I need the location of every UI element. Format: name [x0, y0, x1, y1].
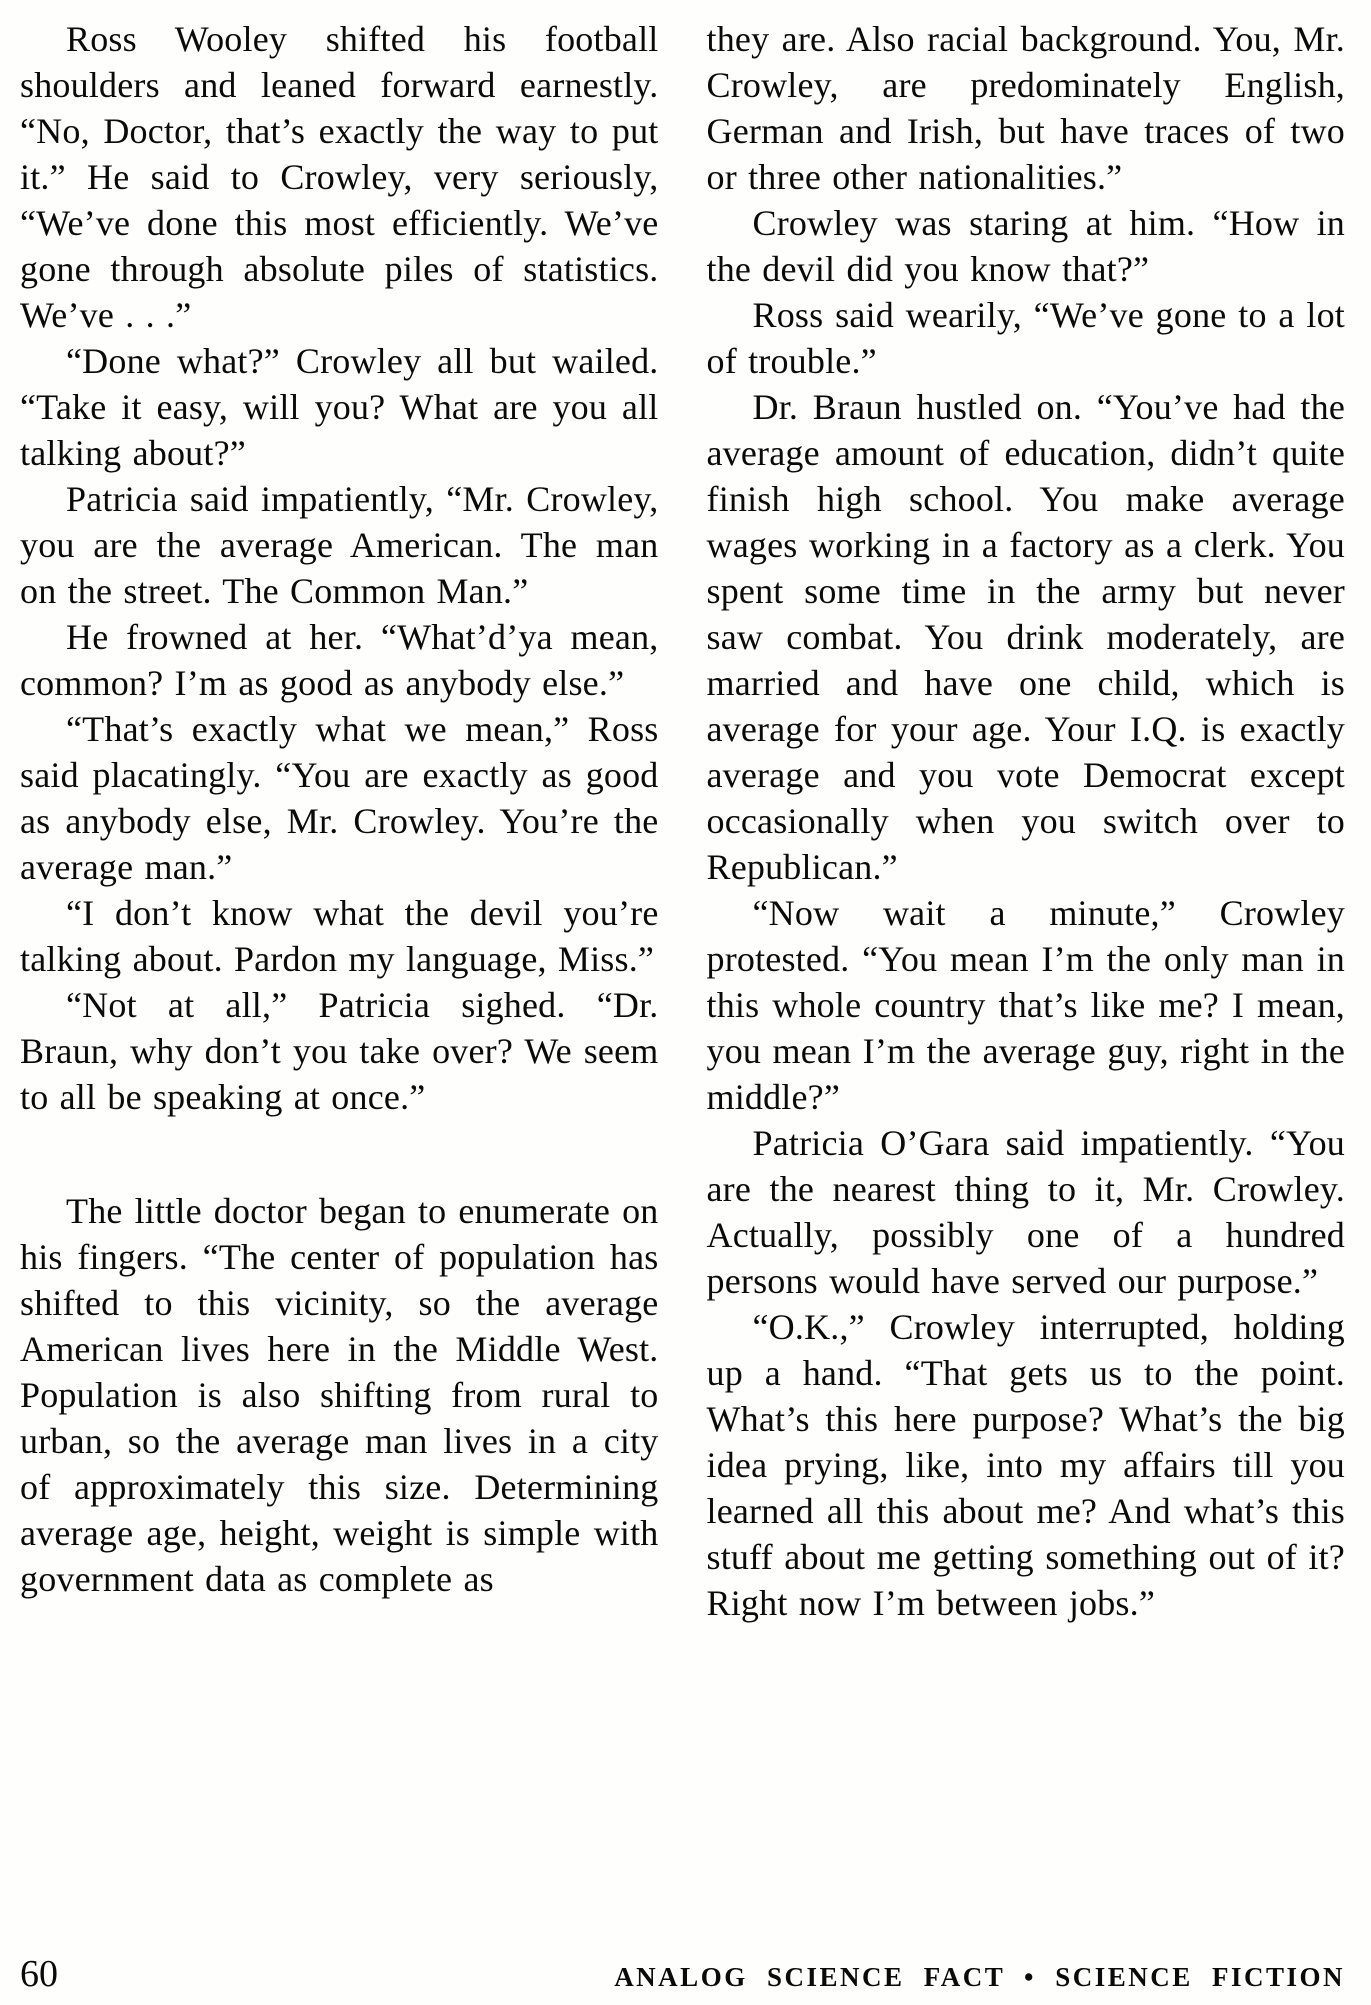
- paragraph: Dr. Braun hustled on. “You’ve had the average amount of education, didn’t quite finish high school. You make average wages working in a factory as a clerk. You spent some time in the army but never saw combat. You drink moderately, are married and have one child, which is average for your age. Your I.Q. is exactly average and you vote Democrat except occasionally when you switch over to Republican.”: [706, 387, 1345, 887]
- page-footer: [20, 1955, 1345, 1993]
- paragraph: Ross said wearily, “We’ve gone to a lot of trouble.”: [706, 295, 1345, 381]
- paragraph: Ross Wooley shifted his football shoulders and leaned forward earnestly. “No, Doctor, that’s exactly the way to put it.” He said to Crowley, very seriously, “We’ve done this most efficiently. We’ve gone through absolute piles of statistics. We’ve . . .”: [20, 19, 659, 335]
- text-column-left: [20, 16, 659, 1626]
- magazine-title: ANALOG SCIENCE FACT • SCIENCE FICTION: [614, 1962, 1345, 1992]
- paragraph: “Not at all,” Patricia sighed. “Dr. Braun, why don’t you take over? We seem to all be speaking at once.”: [20, 985, 659, 1117]
- paragraph: He frowned at her. “What’d’ya mean, common? I’m as good as anybody else.”: [20, 617, 659, 703]
- paragraph: they are. Also racial background. You, Mr. Crowley, are predominately English, German and Irish, but have traces of two or three other nationalities.”: [706, 19, 1345, 197]
- paragraph: Crowley was staring at him. “How in the devil did you know that?”: [706, 203, 1345, 289]
- paragraph: Patricia said impatiently, “Mr. Crowley, you are the average American. The man on the street. The Common Man.”: [20, 479, 659, 611]
- text-column-right: [707, 16, 1346, 1626]
- paragraph: “Now wait a minute,” Crowley protested. “You mean I’m the only man in this whole country that’s like me? I mean, you mean I’m the average guy, right in the middle?”: [706, 893, 1345, 1117]
- paragraph: The little doctor began to enumerate on his fingers. “The center of population has shifted to this vicinity, so the average American lives here in the Middle West. Population is also shifting from rural to urban, so the average man lives in a city of approximately this size. Determining average age, height, weight is simple with government data as complete as: [20, 1191, 659, 1599]
- paragraph: “That’s exactly what we mean,” Ross said placatingly. “You are exactly as good as anybody else, Mr. Crowley. You’re the average man.”: [20, 709, 659, 887]
- page-number: 60: [20, 1953, 58, 1995]
- paragraph: “I don’t know what the devil you’re talking about. Pardon my language, Miss.”: [20, 893, 659, 979]
- paragraph: “Done what?” Crowley all but wailed. “Take it easy, will you? What are you all talking about?”: [20, 341, 659, 473]
- paragraph: “O.K.,” Crowley interrupted, holding up a hand. “That gets us to the point. What’s this here purpose? What’s the big idea prying, like, into my affairs till you learned all this about me? And what’s this stuff about me getting something out of it? Right now I’m between jobs.”: [706, 1307, 1345, 1623]
- paragraph: Patricia O’Gara said impatiently. “You are the nearest thing to it, Mr. Crowley. Actually, possibly one of a hundred persons would have served our purpose.”: [706, 1123, 1345, 1301]
